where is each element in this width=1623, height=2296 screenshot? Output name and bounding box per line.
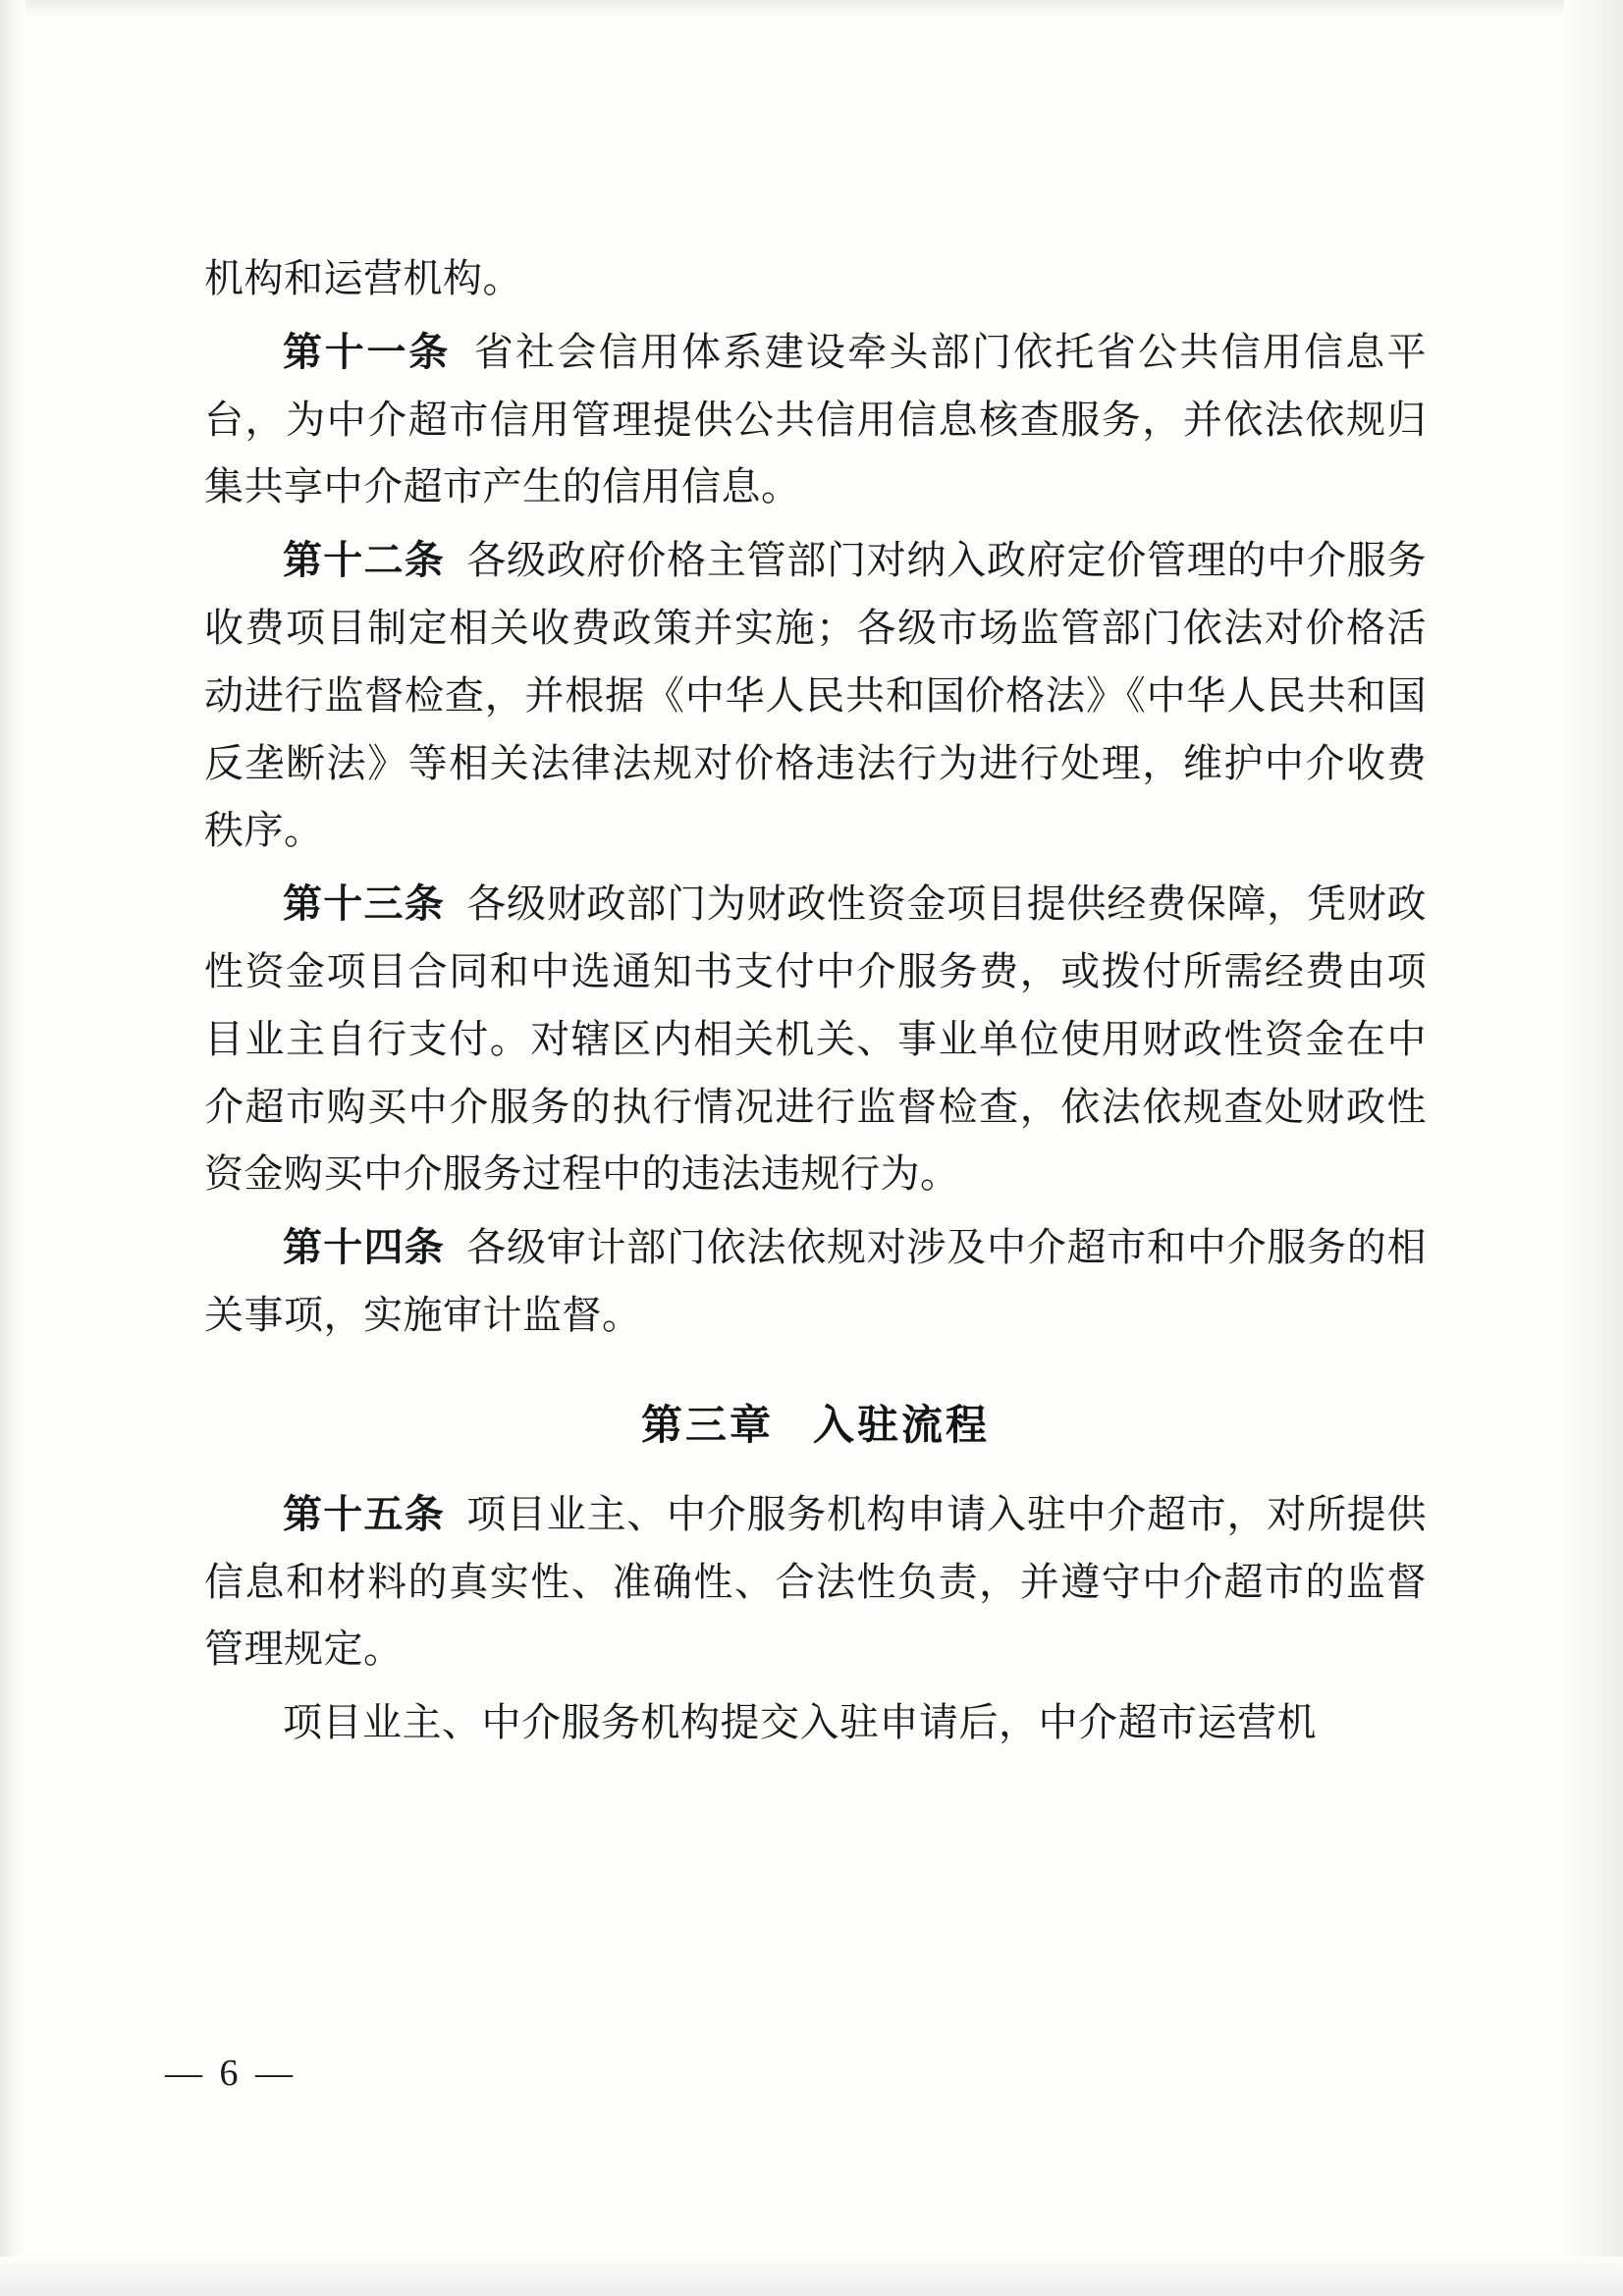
scan-edge-right xyxy=(1564,0,1623,2296)
article-label: 第十三条 xyxy=(283,881,445,927)
scan-edge-bottom xyxy=(0,2257,1623,2296)
article-label: 第十一条 xyxy=(283,329,452,374)
paragraph-text: 各级审计部门依法依规对涉及中介超市和中介服务的相关事项，实施审计监督。 xyxy=(204,1225,1427,1337)
paragraph-text: 各级财政部门为财政性资金项目提供经费保障，凭财政性资金项目合同和中选通知书支付中介服务费，或拨付所需经费由项目业主自行支付。对辖区内相关机关、事业单位使用财政性资金在中介超市购买中介服务的执行情况进行监督检查，依法依规查处财政性资金购买中介服务过程中的违法违规行为。 xyxy=(204,881,1427,1197)
article-15-paragraph-2 xyxy=(204,1689,1427,1757)
page-number: — 6 — xyxy=(165,2053,297,2094)
scan-edge-left xyxy=(0,0,26,2296)
scan-edge-top xyxy=(0,0,1623,18)
article-11 xyxy=(204,319,1427,521)
chapter-number: 第三章 xyxy=(640,1403,774,1449)
article-13 xyxy=(204,871,1427,1208)
article-14 xyxy=(204,1214,1427,1350)
article-12 xyxy=(204,527,1427,865)
chapter-heading xyxy=(204,1393,1427,1452)
paragraph-text: 各级政府价格主管部门对纳入政府定价管理的中介服务收费项目制定相关收费政策并实施；各级市场监管部门依法对价格活动进行监督检查，并根据《中华人民共和国价格法》《中华人民共和国反垄断法》等相关法律法规对价格违法行为进行处理，维护中介收费秩序。 xyxy=(204,538,1427,853)
article-label: 第十五条 xyxy=(283,1491,445,1536)
paragraph-text: 机构和运营机构。 xyxy=(204,256,522,300)
paragraph-text: 项目业主、中介服务机构申请入驻中介超市，对所提供信息和材料的真实性、准确性、合法性负责，并遵守中介超市的监督管理规定。 xyxy=(204,1491,1427,1672)
paragraph-continued xyxy=(204,245,1427,313)
chapter-title: 入驻流程 xyxy=(813,1403,991,1449)
article-label: 第十二条 xyxy=(283,538,445,583)
paragraph-text: 省社会信用体系建设牵头部门依托省公共信用信息平台，为中介超市信用管理提供公共信用信息核查服务，并依法依规归集共享中介超市产生的信用信息。 xyxy=(204,329,1428,509)
article-15 xyxy=(204,1481,1427,1683)
paragraph-text: 项目业主、中介服务机构提交入驻申请后，中介超市运营机 xyxy=(283,1700,1317,1745)
document-body xyxy=(204,245,1427,1763)
article-label: 第十四条 xyxy=(283,1225,445,1270)
